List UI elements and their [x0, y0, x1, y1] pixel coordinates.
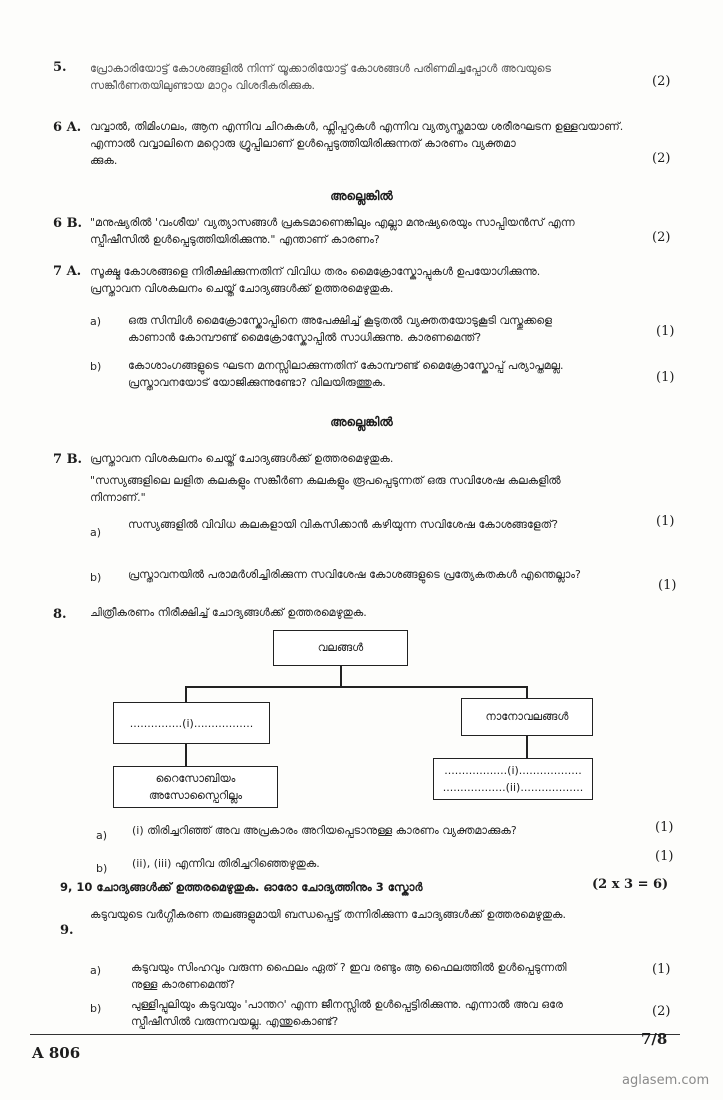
q7b-b-marks: (1) — [658, 578, 677, 593]
footer-rule — [30, 1034, 680, 1035]
section-score: (2 x 3 = 6) — [592, 877, 669, 892]
section-heading: 9, 10 ചോദ്യങ്ങൾക്ക് ഉത്തരമെഴുതുക. ഓരോ ചോദ്യത്തിനും 3 സ്കോർ — [60, 880, 423, 894]
q6b-line2: സ്പീഷീസിൽ ഉൾപ്പെടുത്തിയിരിക്കുന്നു." എന്താണ് കാരണം? — [90, 233, 380, 246]
q6b-text — [90, 214, 680, 248]
q7a-b-line1: കോശാംഗങ്ങളുടെ ഘടന മനസ്സിലാക്കുന്നതിന് കോമ്പൗണ്ട് മൈക്രോസ്കോപ്പ് പര്യാപ്തമല്ല. — [128, 359, 564, 372]
q7a-a-text — [128, 312, 648, 346]
q6a-text — [90, 118, 680, 169]
diagram-connector-left — [185, 686, 187, 702]
q7b-b-text: പ്രസ്താവനയിൽ പരാമർശിച്ചിരിക്കുന്ന സവിശേഷ കോശങ്ങളുടെ പ്രത്യേകതകൾ എന്തെല്ലാം? — [128, 568, 581, 581]
q7b-a-label: a) — [90, 526, 102, 539]
q7a-b-text — [128, 357, 648, 391]
diagram-left-box: ...............(i)................. — [113, 702, 270, 744]
q5-number: 5. — [53, 60, 67, 75]
q8-b-text: (ii), (iii) എന്നിവ തിരിച്ചറിഞ്ഞെഴുതുക. — [132, 857, 320, 870]
q9-a-line1: കടുവയും സിംഹവും വരുന്ന ഫൈലം ഏത് ? ഇവ രണ്ടും ആ ഫൈലത്തിൽ ഉൾപ്പെടുന്നതി — [131, 961, 567, 974]
q7a-a-marks: (1) — [656, 324, 675, 339]
q7a-a-line1: ഒരു സിമ്പിൾ മൈക്രോസ്കോപ്പിനെ അപേക്ഷിച്ച് കൂടുതൽ വ്യക്തതയോടുകൂടി വസ്തുക്കളെ — [128, 314, 553, 327]
q9-b-text — [131, 996, 661, 1030]
q9-a-label: a) — [90, 964, 102, 977]
q9-b-line2: സ്പീഷീസിൽ വരുന്നവയല്ല. എന്തുകൊണ്ട്? — [131, 1015, 339, 1028]
q8-b-label: b) — [96, 862, 108, 875]
q7a-line2: പ്രസ്താവന വിശകലനം ചെയ്ത് ചോദ്യങ്ങൾക്ക് ഉത്തരമെഴുതുക. — [90, 282, 394, 295]
q7b-quote — [90, 472, 680, 506]
footer-page-number: 7/8 — [641, 1030, 668, 1048]
q7a-a-label: a) — [90, 315, 102, 328]
q7b-number: 7 B. — [53, 452, 83, 467]
q7a-number: 7 A. — [53, 264, 82, 279]
diagram-root-box: വലങ്ങൾ — [273, 630, 408, 666]
q5-line1: പ്രോകാരിയോട്ട് കോശങ്ങളിൽ നിന്ന് യൂക്കാരിയോട്ട് കോശങ്ങൾ പരിണമിച്ചപ്പോൾ അവയുടെ — [90, 62, 551, 75]
diagram-right-box: നാനോവലങ്ങൾ — [461, 698, 593, 736]
diagram-right-child-line1: ..................(i).................. — [444, 764, 582, 777]
q8-a-text: (i) തിരിച്ചറിഞ്ഞ് അവ അപ്രകാരം അറിയപ്പെടാനുള്ള കാരണം വ്യക്തമാക്കുക? — [132, 824, 517, 837]
q6a-line1: വവ്വാൽ, തിമിംഗലം, ആന എന്നിവ ചിറകുകൾ, ഫ്ലിപ്പറുകൾ എന്നിവ വ്യത്യസ്തമായ ശരീരഘടന ഉള്ളവയാണ്. — [90, 120, 624, 133]
q5-text — [90, 60, 680, 94]
q5-marks: (2) — [652, 74, 671, 89]
diagram-connector-right — [526, 686, 528, 698]
or-heading-2: അല്ലെങ്കിൽ — [330, 415, 393, 429]
q6a-line3: ക്കുക. — [90, 154, 118, 167]
diagram-right-child-box — [433, 758, 593, 800]
diagram-left-child-line1: റൈസോബിയം — [155, 772, 236, 785]
or-heading-1: അല്ലെങ്കിൽ — [330, 189, 393, 203]
q6b-number: 6 B. — [53, 216, 83, 231]
q8-b-marks: (1) — [655, 849, 674, 864]
diagram-right-child-line2: ..................(ii).................. — [442, 781, 584, 794]
q6b-marks: (2) — [652, 230, 671, 245]
q6a-line2: എന്നാൽ വവ്വാലിനെ മറ്റൊരു ഗ്രൂപ്പിലാണ് ഉൾപ്പെടുത്തിയിരിക്കുന്നത് കാരണം വ്യക്തമാ — [90, 137, 516, 150]
diagram-connector-left-child — [185, 744, 187, 766]
diagram-left-child-box — [113, 766, 278, 808]
q7a-b-marks: (1) — [656, 370, 675, 385]
q9-a-line2: നുള്ള കാരണമെന്ത്? — [131, 978, 236, 991]
q7a-text — [90, 263, 690, 297]
q9-a-text — [131, 959, 661, 993]
q9-b-line1: പുള്ളിപ്പുലിയും കടുവയും 'പാന്തറ' എന്ന ജീനസ്സിൽ ഉൾപ്പെട്ടിരിക്കുന്നു. എന്നാൽ അവ ഒരേ — [131, 998, 563, 1011]
q7b-a-text: സസ്യങ്ങളിൽ വിവിധ കലകളായി വികസിക്കാൻ കഴിയുന്ന സവിശേഷ കോശങ്ങളേത്? — [128, 518, 558, 531]
q9-b-label: b) — [90, 1002, 102, 1015]
diagram-left-child-line2: അസോസ്പൈറില്ലം — [148, 789, 243, 802]
diagram-connector-right-child — [526, 736, 528, 758]
q7a-line1: സൂക്ഷ്മ കോശങ്ങളെ നിരീക്ഷിക്കുന്നതിന് വിവിധ തരം മൈക്രോസ്കോപ്പുകൾ ഉപയോഗിക്കുന്നു. — [90, 265, 541, 278]
q8-a-label: a) — [96, 829, 108, 842]
q7a-b-label: b) — [90, 360, 102, 373]
footer-paper-code: A 806 — [32, 1044, 81, 1062]
q6a-marks: (2) — [652, 151, 671, 166]
q7b-quote1: "സസ്യങ്ങളിലെ ലളിത കലകളും സങ്കീർണ കലകളും രൂപപ്പെടുന്നത് ഒരു സവിശേഷ കലകളിൽ — [90, 474, 561, 487]
q5-line2: സങ്കീർണതയിലുണ്ടായ മാറ്റം വിശദീകരിക്കുക. — [90, 79, 316, 92]
q8-line1: ചിത്രീകരണം നിരീക്ഷിച്ച് ചോദ്യങ്ങൾക്ക് ഉത്തരമെഴുതുക. — [90, 606, 367, 619]
q9-a-marks: (1) — [652, 962, 671, 977]
q7b-line1: പ്രസ്താവന വിശകലനം ചെയ്ത് ചോദ്യങ്ങൾക്ക് ഉത്തരമെഴുതുക. — [90, 452, 394, 465]
q7b-quote2: നിന്നാണ്." — [90, 491, 146, 504]
diagram-connector-horizontal — [185, 686, 527, 688]
q7b-b-label: b) — [90, 571, 102, 584]
q8-a-marks: (1) — [655, 820, 674, 835]
diagram-connector-root — [340, 666, 342, 686]
q7a-b-line2: പ്രസ്താവനയോട് യോജിക്കുന്നുണ്ടോ? വിലയിരുത്തുക. — [128, 376, 386, 389]
q6a-number: 6 A. — [53, 120, 82, 135]
q9-number: 9. — [60, 923, 74, 938]
q9-line1: കടുവയുടെ വർഗ്ഗീകരണ തലങ്ങളുമായി ബന്ധപ്പെട്ട് തന്നിരിക്കുന്ന ചോദ്യങ്ങൾക്ക് ഉത്തരമെഴുതുക. — [90, 908, 566, 921]
q6b-line1: "മനുഷ്യരിൽ 'വംശീയ' വ്യത്യാസങ്ങൾ പ്രകടമാണെങ്കിലും എല്ലാ മനുഷ്യരെയും സാപ്പിയൻസ് എന്ന — [90, 216, 575, 229]
watermark: aglasem.com — [622, 1073, 710, 1088]
q7b-a-marks: (1) — [656, 514, 675, 529]
q9-b-marks: (2) — [652, 1004, 671, 1019]
q7a-a-line2: കാണാൻ കോമ്പൗണ്ട് മൈക്രോസ്കോപ്പിൽ സാധിക്കുന്നു. കാരണമെന്ത്? — [128, 331, 482, 344]
q8-number: 8. — [53, 607, 67, 622]
